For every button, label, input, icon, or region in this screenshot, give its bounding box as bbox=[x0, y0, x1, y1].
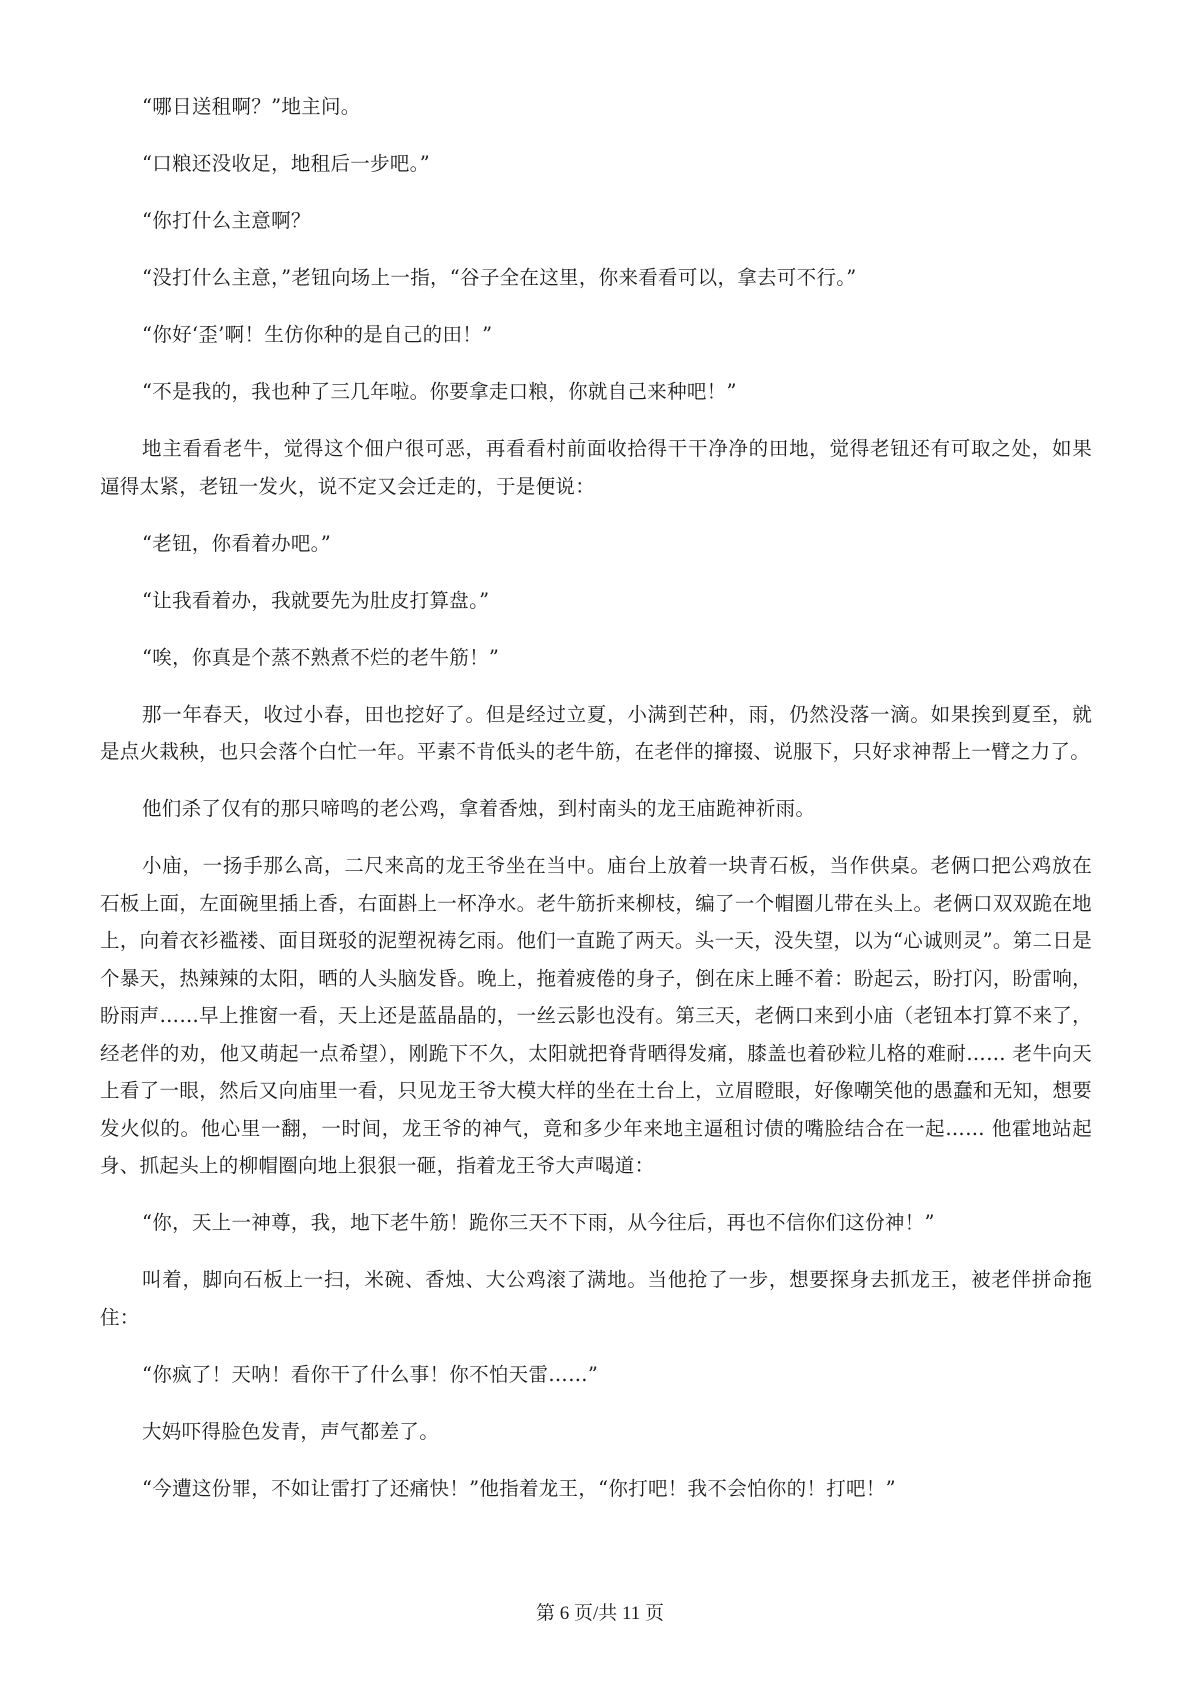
narrative-paragraph: 叫着，脚向石板上一扫，米碗、香烛、大公鸡滚了满地。当他抢了一步，想要探身去抓龙王，被老伴拼命拖住： bbox=[100, 1268, 1092, 1329]
dialogue-line: “老钮，你看着办吧。” bbox=[142, 531, 331, 555]
page-number: 第 6 页/共 11 页 bbox=[535, 1603, 665, 1624]
dialogue-line: “没打什么主意，”老钮向场上一指，“谷子全在这里，你来看看可以，拿去可不行。” bbox=[142, 266, 857, 289]
dialogue-line: “口粮还没收足，地租后一步吧。” bbox=[142, 152, 430, 175]
narrative-paragraph: 地主看看老牛，觉得这个佃户很可恶，再看看村前面收拾得干干净净的田地，觉得老钮还有可取之处，如果逼得太紧，老钮一发火，说不定又会迁走的，于是便说： bbox=[100, 437, 1092, 498]
dialogue-line: “你，天上一神尊，我，地下老牛筋！跪你三天不下雨，从今往后，再也不信你们这份神！” bbox=[142, 1211, 935, 1234]
dialogue-line: “你好‘歪’啊！生仿你种的是自己的田！” bbox=[142, 323, 493, 346]
dialogue-line: “你打什么主意啊？ bbox=[142, 209, 311, 232]
narrative-paragraph: 大妈吓得脸色发青，声气都差了。 bbox=[142, 1419, 440, 1443]
narrative-paragraph: 他们杀了仅有的那只啼鸣的老公鸡，拿着香烛，到村南头的龙王庙跪神祈雨。 bbox=[142, 797, 816, 820]
dialogue-line: “让我看着办，我就要先为肚皮打算盘。” bbox=[142, 588, 490, 612]
dialogue-line: “不是我的，我也种了三几年啦。你要拿走口粮，你就自己来种吧！” bbox=[142, 380, 737, 403]
dialogue-line: “哪日送租啊？”地主问。 bbox=[142, 95, 361, 118]
narrative-paragraph: 那一年春天，收过小春，田也挖好了。但是经过立夏，小满到芒种，雨，仍然没落一滴。如果挨到夏至，就是点火栽秧，也只会落个白忙一年。平素不肯低头的老牛筋，在老伴的撺掇、说服下，只好求神帮上一臂之力了。 bbox=[100, 702, 1092, 763]
dialogue-line: “今遭这份罪，不如让雷打了还痛快！”他指着龙王，“你打吧！我不会怕你的！打吧！” bbox=[142, 1476, 896, 1500]
body-text bbox=[100, 88, 1092, 1527]
dialogue-line: “你疯了！天呐！看你干了什么事！你不怕天雷……” bbox=[142, 1362, 599, 1386]
dialogue-line: “唉，你真是个蒸不熟煮不烂的老牛筋！” bbox=[142, 645, 500, 669]
narrative-paragraph: 小庙，一扬手那么高，二尺来高的龙王爷坐在当中。庙台上放着一块青石板，当作供桌。老俩口把公鸡放在石板上面，左面碗里插上香，右面斟上一杯净水。老牛筋折来柳枝，编了一个帽圈儿带在头上。老俩口双双跪在地上，向着衣衫褴褛、面目斑驳的泥塑祝祷乞雨。他们一直跪了两天。头一天，没失望，以为“心诚则灵”。第二日是个暴天，热辣辣的太阳，晒的人头脑发昏。晚上，拖着疲倦的身子，倒在床上睡不着：盼起云，盼打闪，盼雷响，盼雨声……早上推窗一看，天上还是蓝晶晶的，一丝云影也没有。第三天，老俩口来到小庙（老钮本打算不来了，经老伴的劝，他又萌起一点希望），刚跪下不久，太阳就把脊背晒得发痛，膝盖也着砂粒儿格的难耐…… 老牛向天上看了一眼，然后又向庙里一看，只见龙王爷大模大样的坐在土台上，立眉瞪眼，好像嘲笑他的愚蠢和无知，想要发火似的。他心里一翻，一时间，龙王爷的神气，竟和多少年来地主逼租讨债的嘴脸结合在一起…… 他霍地站起身、抓起头上的柳帽圈向地上狠狠一砸，指着龙王爷大声喝道： bbox=[100, 854, 1092, 1177]
